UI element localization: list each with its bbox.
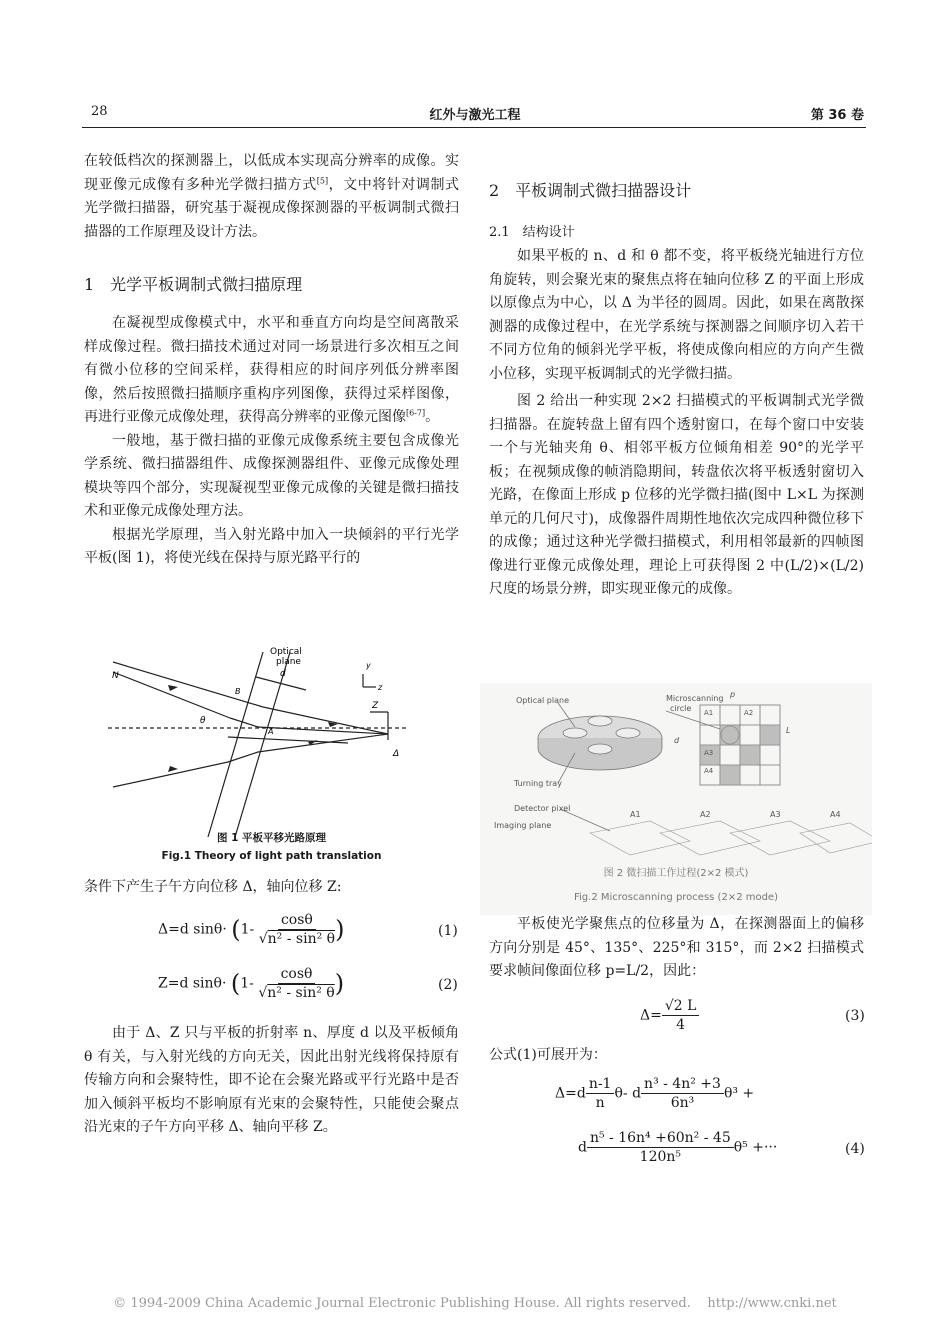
paragraph: 一般地，基于微扫描的亚像元成像系统主要包含成像光学系统、微扫描器组件、成像探测器组件、亚像元成像处理模块等四个部分，实现凝视型亚像元成像的关键是微扫描技术和亚像元成像处理方法。 bbox=[84, 432, 459, 519]
paragraph: 条件下产生子午方向位移 Δ，轴向位移 Z: bbox=[84, 879, 342, 895]
label-optical: Optical bbox=[270, 647, 302, 657]
label-A: A bbox=[268, 727, 274, 736]
label-A4: A4 bbox=[704, 767, 714, 775]
paragraph: 图 2 给出一种实现 2×2 扫描模式的平板调制式光学微扫描器。在旋转盘上留有四个透射窗口，在每个窗口中安装一个与光轴夹角 θ、相邻平板方位倾角相差 90°的光学平板；在视频成像的帧消隐期间，转盘依次将平板透射窗切入光路，在像面上形成 p 位移的光学微扫描(图中 L×L 为探测单元的几何尺寸)，成像器件周期性地依次完成四种微位移下的成像；通过这种光学微扫描模式，利用相邻最新的四帧图像进行亚像元成像处理，理论上可获得图 2 中(L/2)×(L/2)尺度的场景分辨，即实现亚像元的成像。 bbox=[489, 393, 864, 597]
section-2-heading: 2 平板调制式微扫描器设计 bbox=[489, 181, 692, 200]
paragraph: 公式(1)可展开为： bbox=[489, 1047, 607, 1063]
label-d: d bbox=[674, 736, 680, 745]
section-1-body bbox=[84, 312, 459, 571]
label-plane: plane bbox=[276, 657, 301, 667]
figure-2-caption-cn: 图 2 微扫描工作过程(2×2 模式) bbox=[603, 868, 749, 879]
label-A1: A1 bbox=[704, 709, 714, 717]
equation-3-number: (3) bbox=[845, 1008, 865, 1024]
page-number: 28 bbox=[91, 104, 108, 119]
label-detector-pixel: Detector pixel bbox=[514, 804, 571, 813]
label-B: B bbox=[235, 687, 241, 696]
figure-1-caption-cn: 图 1 平板平移光路原理 bbox=[216, 832, 327, 844]
label-A4-plane: A4 bbox=[830, 810, 841, 819]
paragraph: 如果平板的 n、d 和 θ 都不变，将平板绕光轴进行方位角旋转，则会聚光束的聚焦点将在轴向位移 Z 的平面上形成以原像点为中心，以 Δ 为半径的圆周。因此，如果在离散探测器的成像过程中，在光学系统与探测器之间顺序切入若干不同方位角的倾斜光学平板，将使成像向相应的方向产生微小位移，实现平板调制式的光学微扫描。 bbox=[489, 248, 864, 382]
section-1-conclusion: 由于 Δ、Z 只与平板的折射率 n、厚度 d 以及平板倾角 θ 有关，与入射光线的方向无关，因此出射光线将保持原有传输方向和会聚特性，即不论在会聚光路或平行光路中是否加入倾斜平板均不影响原有光束的会聚特性，只能使会聚点沿光束的子午方向平移 Δ、轴向平移 Z。 bbox=[84, 1025, 459, 1135]
label-y: y bbox=[366, 661, 371, 670]
label-z: z bbox=[378, 683, 383, 692]
section-2-body bbox=[489, 245, 864, 602]
label-Z: Z bbox=[372, 701, 379, 711]
figure-2-caption-en: Fig.2 Microscanning process (2×2 mode) bbox=[574, 892, 778, 903]
label-L: L bbox=[786, 726, 791, 735]
equation-3: Δ= $\frac{√2 L}{4}$ bbox=[640, 998, 699, 1033]
equation-4-number: (4) bbox=[845, 1141, 865, 1157]
paragraph: 平板使光学聚焦点的位移量为 Δ，在探测器面上的偏移方向分别是 45°、135°、225°和 315°，而 2×2 扫描模式要求帧间像面位移 p=L/2，因此： bbox=[489, 916, 864, 979]
label-A2-plane: A2 bbox=[700, 810, 711, 819]
equation-1: Δ=d sinθ· (1- $\frac{\cos\theta}{\text{√n² - sin² θ}}$ ) bbox=[158, 912, 345, 947]
figure-1-diagram bbox=[108, 632, 418, 837]
label-optical-plane: Optical plane bbox=[516, 696, 569, 705]
paragraph: 在凝视型成像模式中，水平和垂直方向均是空间离散采样成像过程。微扫描技术通过对同一场景进行多次相互之间有微小位移的空间采样，获得相应的时间序列低分辨率图像，然后按照微扫描顺序重构序列图像，获得过采样图像，再进行亚像元成像处理，获得高分辨率的亚像元图像[6-7]。 bbox=[84, 315, 459, 425]
paragraph: 根据光学原理，当入射光路中加入一块倾斜的平行光学平板(图 1)，将使光线在保持与原光路平行的 bbox=[84, 526, 459, 566]
subsection-2-1-heading: 2.1 结构设计 bbox=[489, 225, 575, 240]
label-A3: A3 bbox=[704, 749, 714, 757]
volume-label: 第 36 卷 bbox=[810, 108, 864, 123]
label-theta: θ bbox=[200, 716, 206, 726]
equation-2-number: (2) bbox=[438, 977, 458, 993]
figure-2-image bbox=[480, 683, 872, 915]
header-rule bbox=[82, 127, 866, 128]
paragraph-intro: 在较低档次的探测器上，以低成本实现高分辨率的成像。实现亚像元成像有多种光学微扫描方式[5]，文中将针对调制式光学微扫描器，研究基于凝视成像探测器的平板调制式微扫描器的工作原理及设计方法。 bbox=[84, 153, 460, 240]
label-A2: A2 bbox=[744, 709, 754, 717]
equation-4-line-1: Δ=d $\frac{n-1}{n}$ θ- d $\frac{\text{n³ - 4n² +3}}{\text{6n³}}$ θ³ + bbox=[555, 1076, 755, 1111]
label-A3-plane: A3 bbox=[770, 810, 781, 819]
label-imaging-plane: Imaging plane bbox=[494, 821, 552, 830]
copyright-footer: © 1994-2009 China Academic Journal Electronic Publishing House. All rights reserved. http://www.cnki.net bbox=[113, 1296, 837, 1311]
equation-2: Z=d sinθ· (1- $\frac{\cos\theta}{\text{√n² - sin² θ}}$ ) bbox=[158, 966, 345, 1001]
figure-1-caption-en: Fig.1 Theory of light path translation bbox=[161, 850, 382, 862]
label-d: d bbox=[280, 669, 286, 679]
journal-title: 红外与激光工程 bbox=[429, 108, 521, 123]
label-N: N bbox=[112, 671, 119, 681]
equation-4-line-2: d $\frac{\text{n⁵ - 16n⁴ +60n² - 45}}{\text{120n⁵}}$ θ⁵ +··· bbox=[578, 1130, 778, 1165]
label-circle: circle bbox=[670, 704, 692, 713]
left-column bbox=[84, 150, 459, 244]
label-A1-plane: A1 bbox=[630, 810, 641, 819]
label-microscanning: Microscanning bbox=[666, 694, 724, 703]
section-1-heading: 1 光学平板调制式微扫描原理 bbox=[84, 275, 303, 294]
label-turning-tray: Turning tray bbox=[514, 779, 562, 788]
label-p: p bbox=[730, 690, 736, 699]
equation-1-number: (1) bbox=[438, 923, 458, 939]
label-delta: Δ bbox=[393, 749, 400, 759]
